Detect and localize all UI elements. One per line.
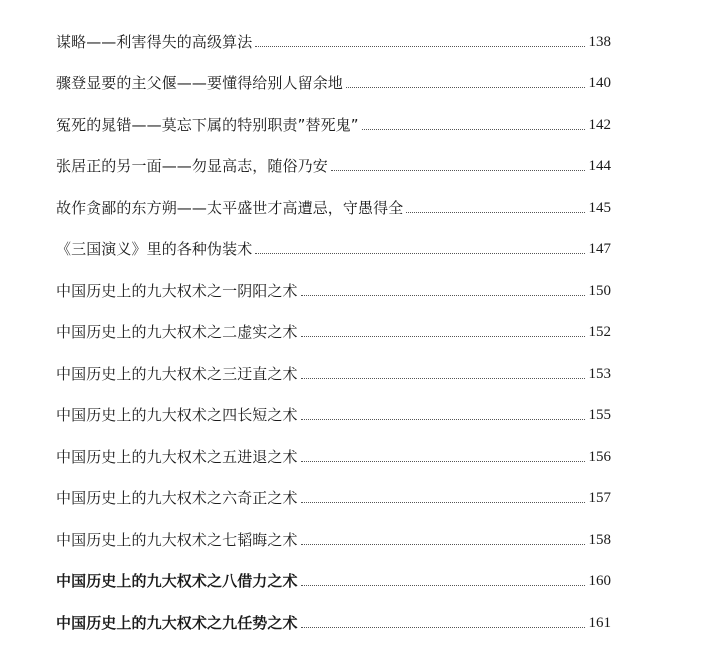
toc-entry-page-number: 145 (588, 199, 611, 216)
toc-entry-title: 中国历史上的九大权术之八借力之术 (56, 572, 298, 590)
toc-entry-page-number: 150 (588, 282, 611, 299)
toc-entry (56, 110, 611, 152)
toc-entry (56, 484, 611, 526)
toc-entry-title: 中国历史上的九大权术之七韬晦之术 (56, 530, 298, 549)
dot-leader (362, 129, 585, 130)
dot-leader (301, 502, 585, 503)
toc-entry-page-number: 152 (588, 324, 611, 340)
toc-entry-title: 谋略——利害得失的高级算法 (56, 32, 253, 51)
toc-entry (56, 359, 611, 401)
dot-leader (301, 627, 585, 628)
toc-entry-page-number: 161 (588, 614, 611, 631)
dot-leader (301, 336, 585, 337)
dot-leader (331, 170, 585, 171)
toc-entry-page-number: 160 (588, 573, 611, 589)
toc-entry-page-number: 140 (588, 75, 611, 91)
toc-entry (56, 442, 611, 484)
toc-entry-title: 中国历史上的九大权术之四长短之术 (56, 406, 298, 424)
dot-leader (346, 87, 585, 88)
toc-entry-title: 中国历史上的九大权术之一阴阳之术 (56, 281, 298, 300)
dot-leader (301, 295, 585, 296)
toc-entry (56, 401, 611, 443)
toc-entry (56, 27, 611, 69)
toc-entry-page-number: 156 (588, 448, 611, 465)
toc-entry-page-number: 158 (588, 531, 611, 548)
toc-entry-title: 《三国演义》里的各种伪装术 (56, 240, 253, 258)
toc-entry (56, 608, 611, 650)
toc-entry (56, 567, 611, 609)
table-of-contents (56, 27, 611, 650)
toc-entry-page-number: 142 (588, 116, 611, 133)
toc-entry-page-number: 144 (588, 158, 611, 174)
toc-entry-title: 中国历史上的九大权术之二虚实之术 (56, 323, 298, 341)
toc-entry (56, 318, 611, 360)
toc-entry (56, 69, 611, 111)
dot-leader (301, 461, 585, 462)
toc-entry-page-number: 155 (588, 407, 611, 423)
toc-entry-title: 中国历史上的九大权术之五进退之术 (56, 447, 298, 466)
toc-entry-page-number: 153 (588, 365, 611, 382)
toc-entry-title: 张居正的另一面——勿显高志，随俗乃安 (56, 157, 328, 175)
toc-entry-page-number: 157 (588, 490, 611, 506)
toc-entry-title: 骤登显要的主父偃——要懂得给别人留余地 (56, 74, 343, 92)
toc-entry (56, 276, 611, 318)
toc-entry-title: 冤死的晁错——莫忘下属的特别职责”替死鬼” (56, 115, 359, 134)
toc-entry-title: 中国历史上的九大权术之三迂直之术 (56, 364, 298, 383)
dot-leader (301, 544, 585, 545)
toc-entry-title: 中国历史上的九大权术之九任势之术 (56, 613, 298, 632)
toc-entry-page-number: 138 (588, 33, 611, 50)
toc-entry-page-number: 147 (588, 241, 611, 257)
toc-entry (56, 525, 611, 567)
toc-entry-title: 中国历史上的九大权术之六奇正之术 (56, 489, 298, 507)
dot-leader (406, 212, 585, 213)
toc-entry (56, 235, 611, 277)
dot-leader (301, 419, 585, 420)
dot-leader (255, 46, 585, 47)
toc-entry (56, 152, 611, 194)
toc-entry-title: 故作贪鄙的东方朔——太平盛世才高遭忌，守愚得全 (56, 198, 404, 217)
dot-leader (255, 253, 585, 254)
toc-entry (56, 193, 611, 235)
dot-leader (301, 378, 585, 379)
dot-leader (301, 585, 585, 586)
